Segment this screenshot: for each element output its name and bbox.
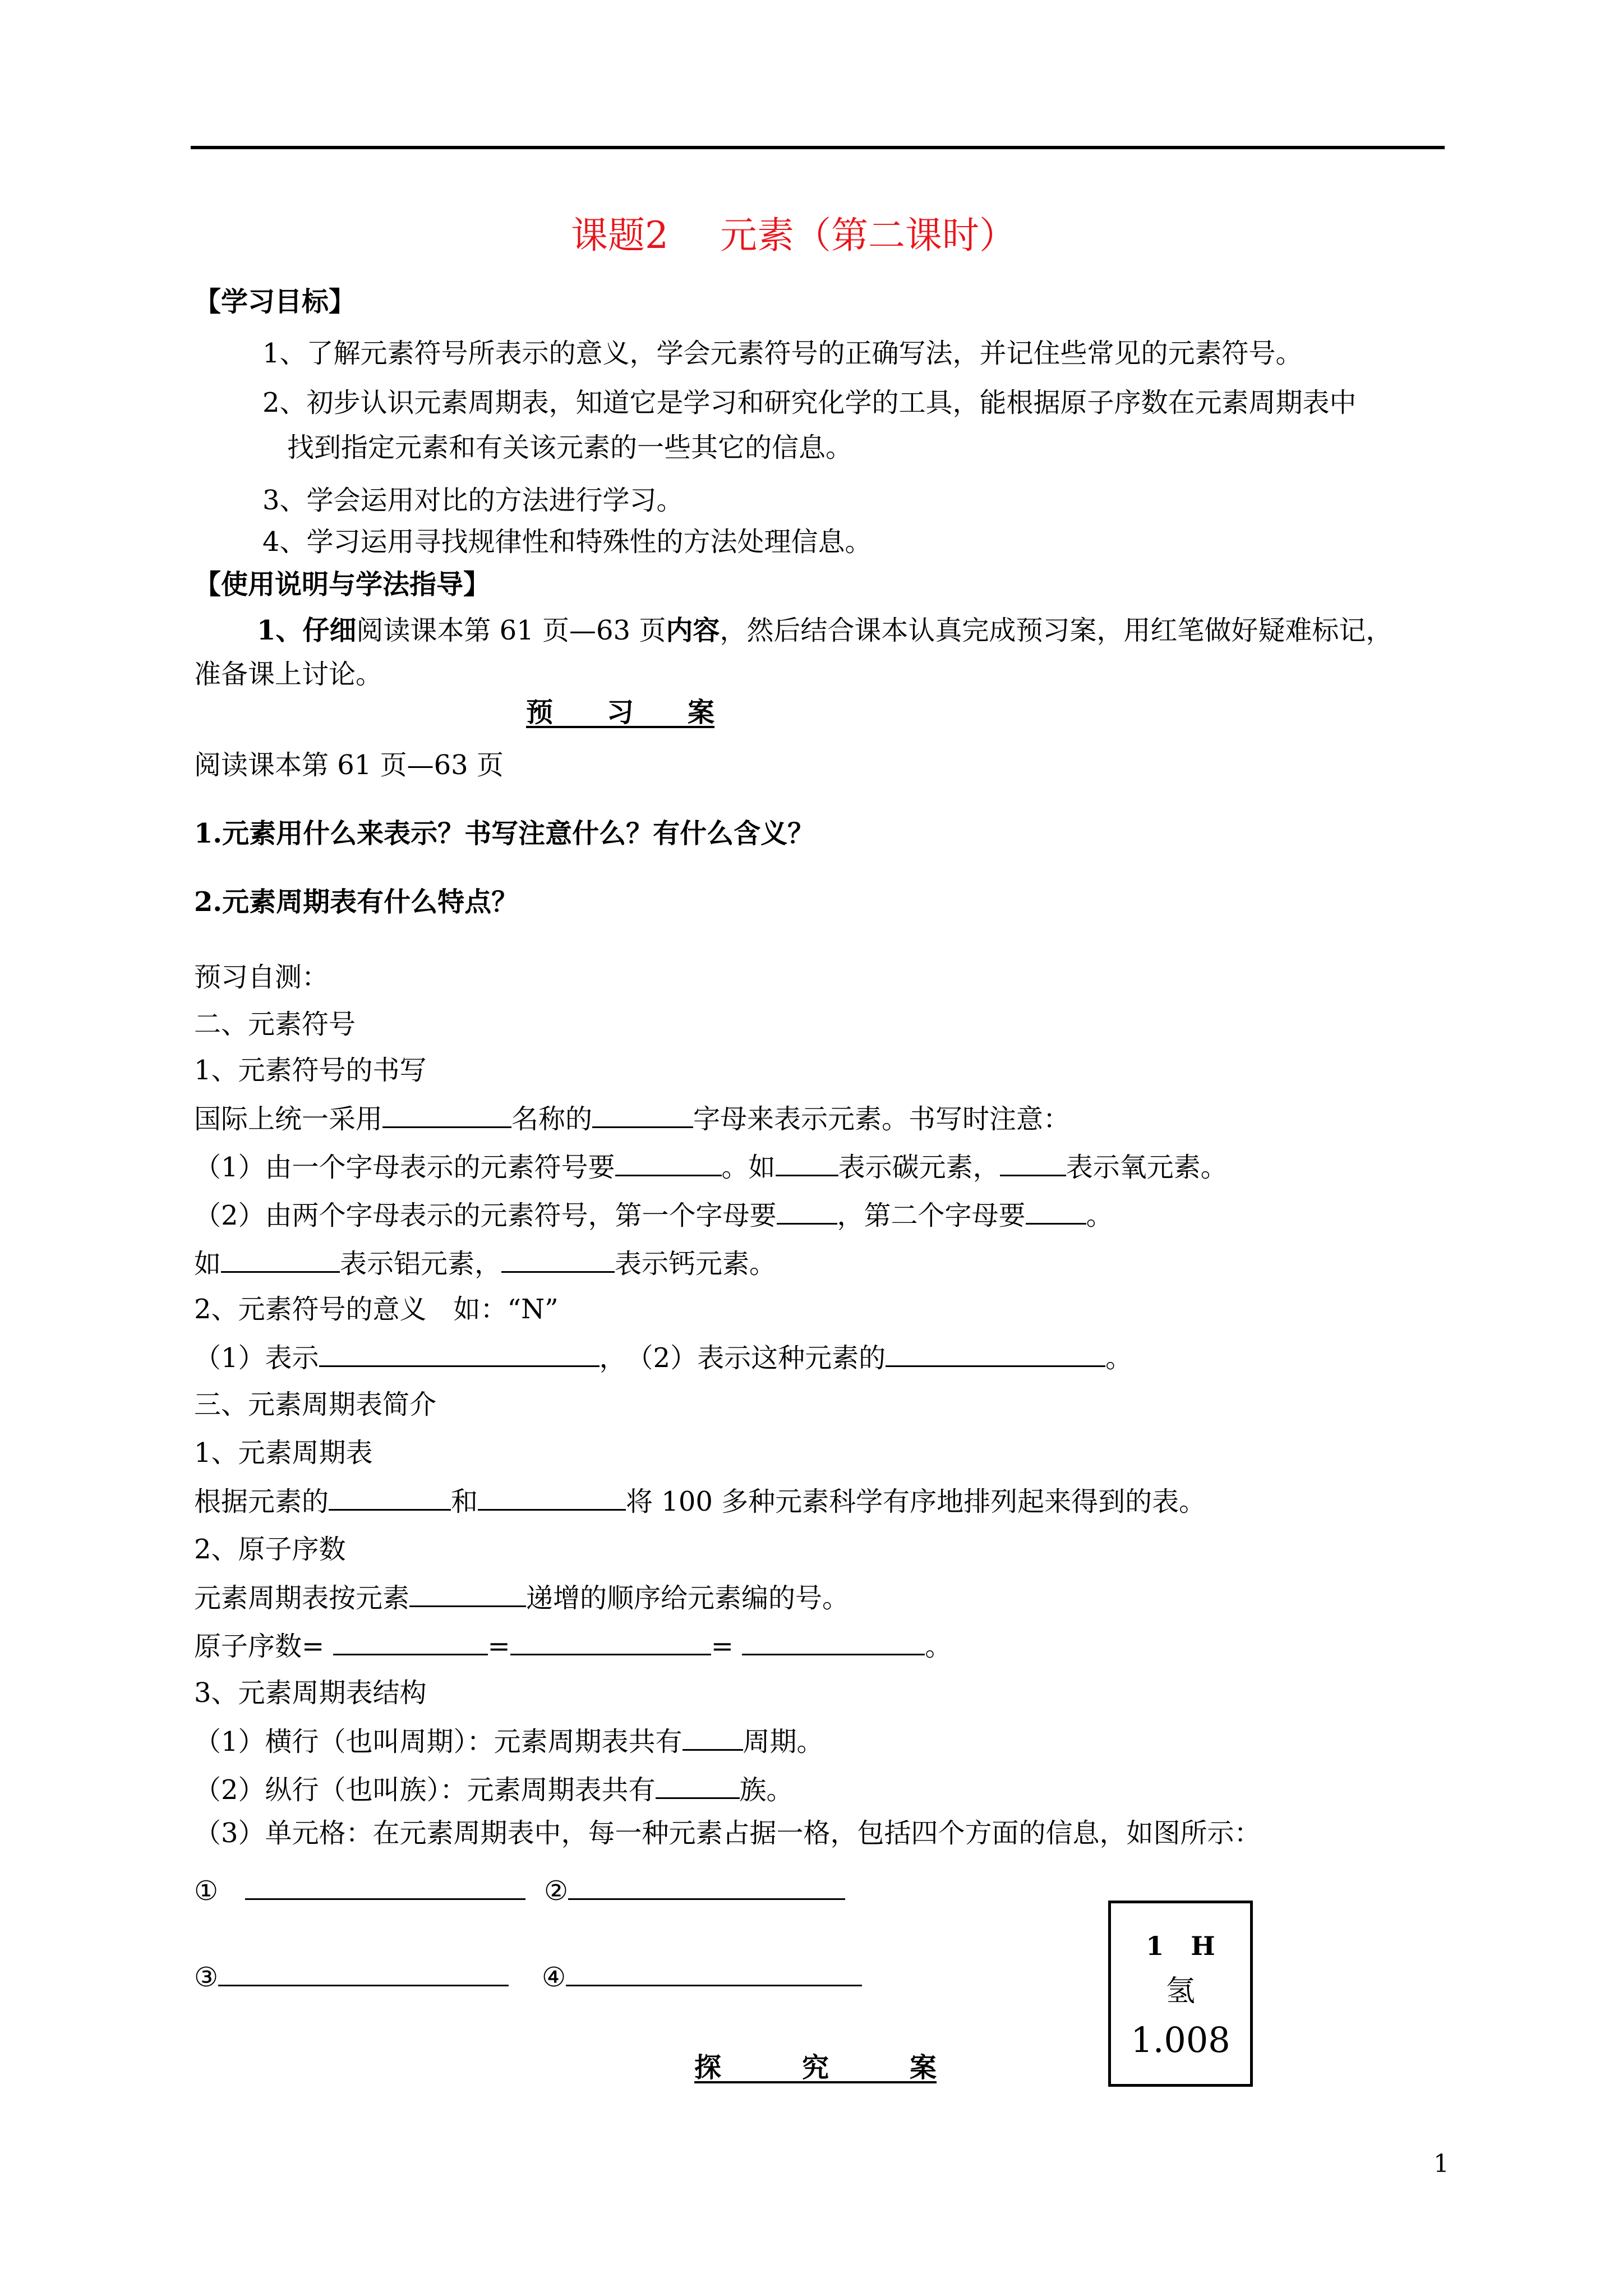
blank[interactable]: [1000, 1150, 1066, 1176]
fill-line-periods: （1）横行（也叫周期）：元素周期表共有 周期。: [194, 1724, 824, 1759]
blank[interactable]: [568, 1874, 845, 1900]
lesson-topic: 元素（第二课时）: [720, 214, 1016, 257]
subsection-writing: 1、元素符号的书写: [194, 1055, 427, 1086]
blank[interactable]: [656, 1773, 740, 1799]
blank[interactable]: [501, 1246, 615, 1273]
blank[interactable]: [409, 1581, 526, 1607]
section-element-symbols: 二、元素符号: [194, 1009, 356, 1040]
blank[interactable]: [592, 1102, 693, 1128]
subsection-structure: 3、元素周期表结构: [194, 1677, 427, 1709]
question-1: 1.元素用什么来表示？书写注意什么？有什么含义？: [194, 818, 815, 849]
fill-line-basis: 根据元素的 和 将 100 多种元素科学有序地排列起来得到的表。: [194, 1484, 1206, 1519]
atomic-number: 1: [1146, 1931, 1164, 1961]
preview-heading: 预 习 案: [526, 697, 715, 728]
guide-heading: 【使用说明与学法指导】: [194, 569, 491, 600]
fill-line-cell-1: ①: [194, 1874, 525, 1908]
fill-line-cell-2: ②: [544, 1874, 845, 1908]
fill-line-meaning: （1）表示 ， （2）表示这种元素的 。: [194, 1341, 1132, 1375]
reading-instruction: 阅读课本第 61 页—63 页: [194, 749, 504, 781]
element-cell-top: [1111, 1930, 1250, 1962]
subsection-meaning: 2、元素符号的意义 如：“N”: [194, 1294, 559, 1325]
fill-line-groups: （2）纵行（也叫族）：元素周期表共有 族。: [194, 1773, 794, 1807]
blank[interactable]: [382, 1102, 511, 1128]
question-2: 2.元素周期表有什么特点？: [194, 886, 519, 918]
page-number: 1: [1433, 2150, 1449, 2178]
fill-line-single-letter: （1）由一个字母表示的元素符号要 。如 表示碳元素， 表示氧元素。: [194, 1150, 1228, 1184]
lesson-number: 课题2: [571, 214, 668, 257]
objective-item: 4、学习运用寻找规律性和特殊性的方法处理信息。: [262, 526, 872, 558]
blank[interactable]: [1026, 1198, 1086, 1225]
fill-line-equation: 原子序数= = = 。: [194, 1629, 952, 1663]
element-name: 氢: [1165, 1975, 1195, 2008]
blank[interactable]: [329, 1484, 451, 1511]
fill-line-two-letter: （2）由两个字母表示的元素符号，第一个字母要 ，第二个字母要 。: [194, 1198, 1113, 1232]
section-periodic-table: 三、元素周期表简介: [194, 1389, 437, 1420]
blank[interactable]: [478, 1484, 626, 1511]
blank[interactable]: [777, 1198, 837, 1225]
blank[interactable]: [776, 1150, 838, 1176]
blank[interactable]: [510, 1629, 711, 1655]
objectives-heading: 【学习目标】: [194, 286, 356, 318]
fill-line-cell-4: ④: [542, 1960, 862, 1994]
blank[interactable]: [566, 1960, 862, 1986]
header-rule: [191, 146, 1445, 149]
fill-line-international: 国际上统一采用 名称的 字母来表示元素。书写时注意：: [194, 1102, 1070, 1136]
element-symbol: H: [1191, 1931, 1215, 1961]
self-test-label: 预习自测：: [194, 961, 329, 993]
fill-line-order: 元素周期表按元素 递增的顺序给元素编的号。: [194, 1581, 849, 1615]
blank[interactable]: [683, 1724, 743, 1751]
blank[interactable]: [742, 1629, 925, 1655]
blank[interactable]: [245, 1874, 525, 1900]
objective-item: 2、初步认识元素周期表，知道它是学习和研究化学的工具，能根据原子序数在元素周期表中: [262, 387, 1357, 418]
atomic-mass: 1.008: [1131, 2019, 1230, 2060]
fill-line-example: 如 表示铝元素， 表示钙元素。: [194, 1246, 776, 1281]
objective-item: 3、学会运用对比的方法进行学习。: [262, 485, 684, 516]
subsection-atomic-number: 2、原子序数: [194, 1534, 346, 1565]
objective-item: 找到指定元素和有关该元素的一些其它的信息。: [287, 432, 853, 463]
blank[interactable]: [319, 1341, 600, 1367]
blank[interactable]: [218, 1960, 509, 1986]
blank[interactable]: [333, 1629, 488, 1655]
fill-line-cell-3: ③: [194, 1960, 509, 1994]
page-title: [571, 213, 1016, 258]
guide-line-1: 1、仔细阅读课本第 61 页—63 页内容，然后结合课本认真完成预习案，用红笔做好疑难标记，: [257, 615, 1393, 646]
blank[interactable]: [221, 1246, 340, 1273]
element-cell-figure: [1108, 1901, 1253, 2087]
guide-line-2: 准备课上讨论。: [194, 659, 383, 690]
blank[interactable]: [886, 1341, 1105, 1367]
cell-description: （3）单元格：在元素周期表中，每一种元素占据一格，包括四个方面的信息，如图所示：: [194, 1818, 1261, 1849]
blank[interactable]: [615, 1150, 722, 1176]
explore-heading: 探 究 案: [694, 2052, 937, 2083]
subsection-periodic-table: 1、元素周期表: [194, 1437, 373, 1469]
objective-item: 1、了解元素符号所表示的意义，学会元素符号的正确写法，并记住些常见的元素符号。: [262, 338, 1303, 369]
